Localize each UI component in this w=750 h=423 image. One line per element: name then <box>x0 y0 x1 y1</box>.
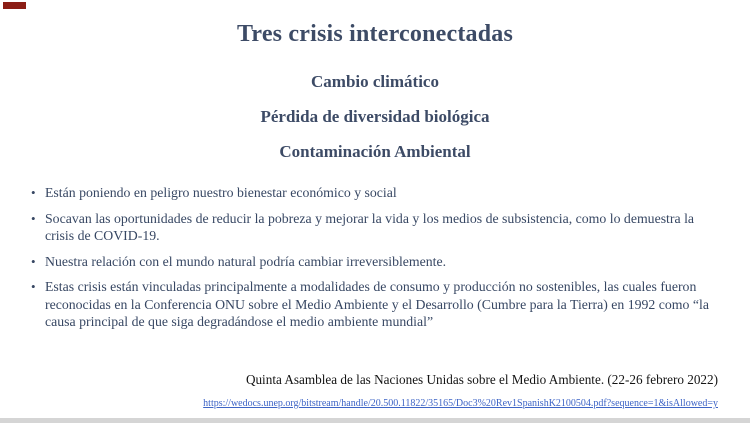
slide-title: Tres crisis interconectadas <box>236 21 514 47</box>
source-citation: Quinta Asamblea de las Naciones Unidas sobre el Medio Ambiente. (22-26 febrero 2022) <box>245 372 718 387</box>
source-link[interactable]: https://wedocs.unep.org/bitstream/handle/20.500.11822/35165/Doc3%20Rev1SpanishK2100504.pdf?sequence=1&isAllowed=y <box>203 398 718 409</box>
bottom-bar <box>0 418 750 423</box>
link-container <box>203 393 718 411</box>
bullet-item: • Nuestra relación con el mundo natural podría cambiar irreversiblemente. <box>30 253 722 271</box>
bullet-list <box>30 184 722 339</box>
bullet-item: • Estas crisis están vinculadas principalmente a modalidades de consumo y producción no sostenibles, las cuales fueron reconocidas en la Conferencia ONU sobre el Medio Ambiente y el Desarrollo (Cumbre para la Tierra) en 1992 como “la causa principal de que siga degradándose el medio ambiente mundial” <box>30 278 722 331</box>
bullet-item: • Están poniendo en peligro nuestro bienestar económico y social <box>30 184 722 202</box>
subtitle-climate-change: Cambio climático <box>311 72 439 91</box>
subtitle-environmental-pollution: Contaminación Ambiental <box>279 142 471 161</box>
subtitle-group <box>0 73 750 178</box>
subtitle-biodiversity-loss: Pérdida de diversidad biológica <box>260 107 490 126</box>
corner-marker <box>3 2 26 9</box>
bullet-item: • Socavan las oportunidades de reducir la pobreza y mejorar la vida y los medios de subsistencia, como lo demuestra la crisis de COVID-19. <box>30 210 722 245</box>
